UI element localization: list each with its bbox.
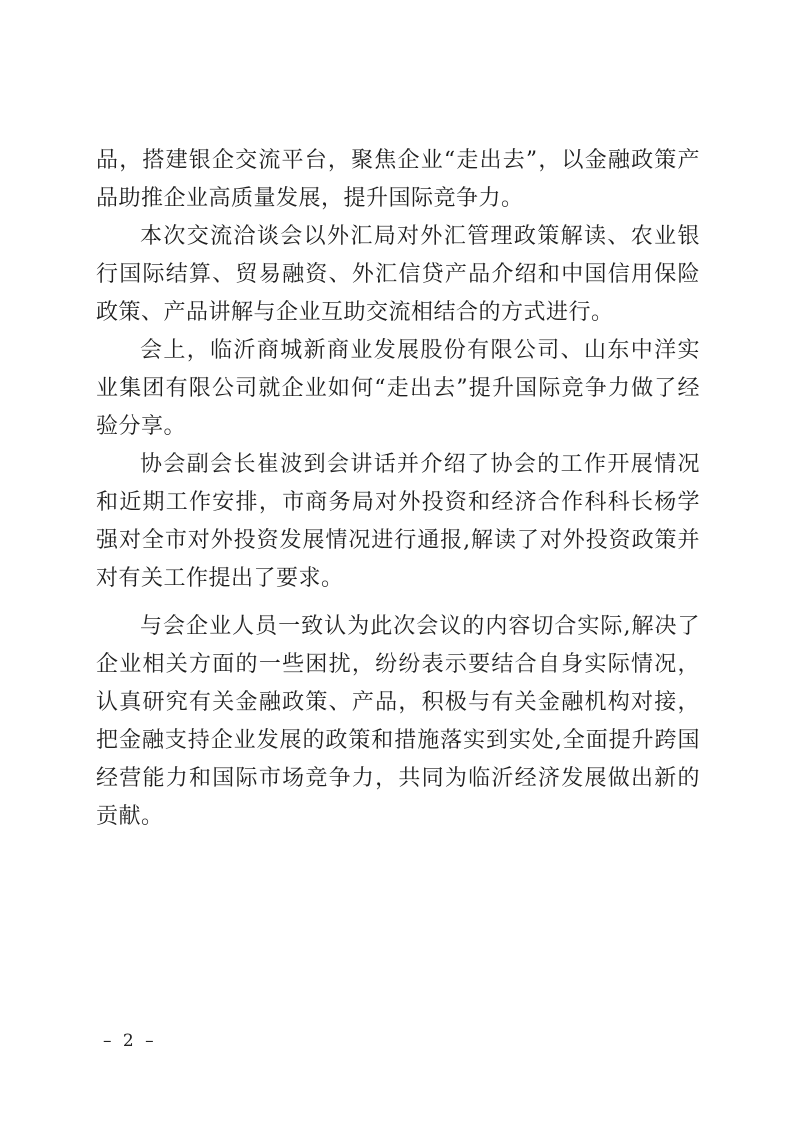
paragraph-speeches: 协会副会长崔波到会讲话并介绍了协会的工作开展情况和近期工作安排，市商务局对外投资和经济合作科科长杨学强对全市对外投资发展情况进行通报,解读了对外投资政策并对有关工作提出了要求。: [96, 452, 700, 591]
paragraph-meeting-format: 本次交流洽谈会以外汇局对外汇管理政策解读、农业银行国际结算、贸易融资、外汇信贷产品介绍和中国信用保险政策、产品讲解与企业互助交流相结合的方式进行。: [96, 224, 700, 325]
paragraph-continuation: 品，搭建银企交流平台，聚焦企业“走出去”，以金融政策产品助推企业高质量发展，提升国际竞争力。: [96, 148, 700, 211]
page-number: – 2 –: [103, 1031, 157, 1051]
paragraph-conclusion: 与会企业人员一致认为此次会议的内容切合实际,解决了企业相关方面的一些困扰，纷纷表示要结合自身实际情况，认真研究有关金融政策、产品，积极与有关金融机构对接，把金融支持企业发展的政策和措施落实到实处,全面提升跨国经营能力和国际市场竞争力，共同为临沂经济发展做出新的贡献。: [96, 614, 700, 829]
document-body: [96, 142, 700, 836]
paragraph-experience-sharing: 会上，临沂商城新商业发展股份有限公司、山东中洋实业集团有限公司就企业如何“走出去”提升国际竞争力做了经验分享。: [96, 338, 700, 439]
